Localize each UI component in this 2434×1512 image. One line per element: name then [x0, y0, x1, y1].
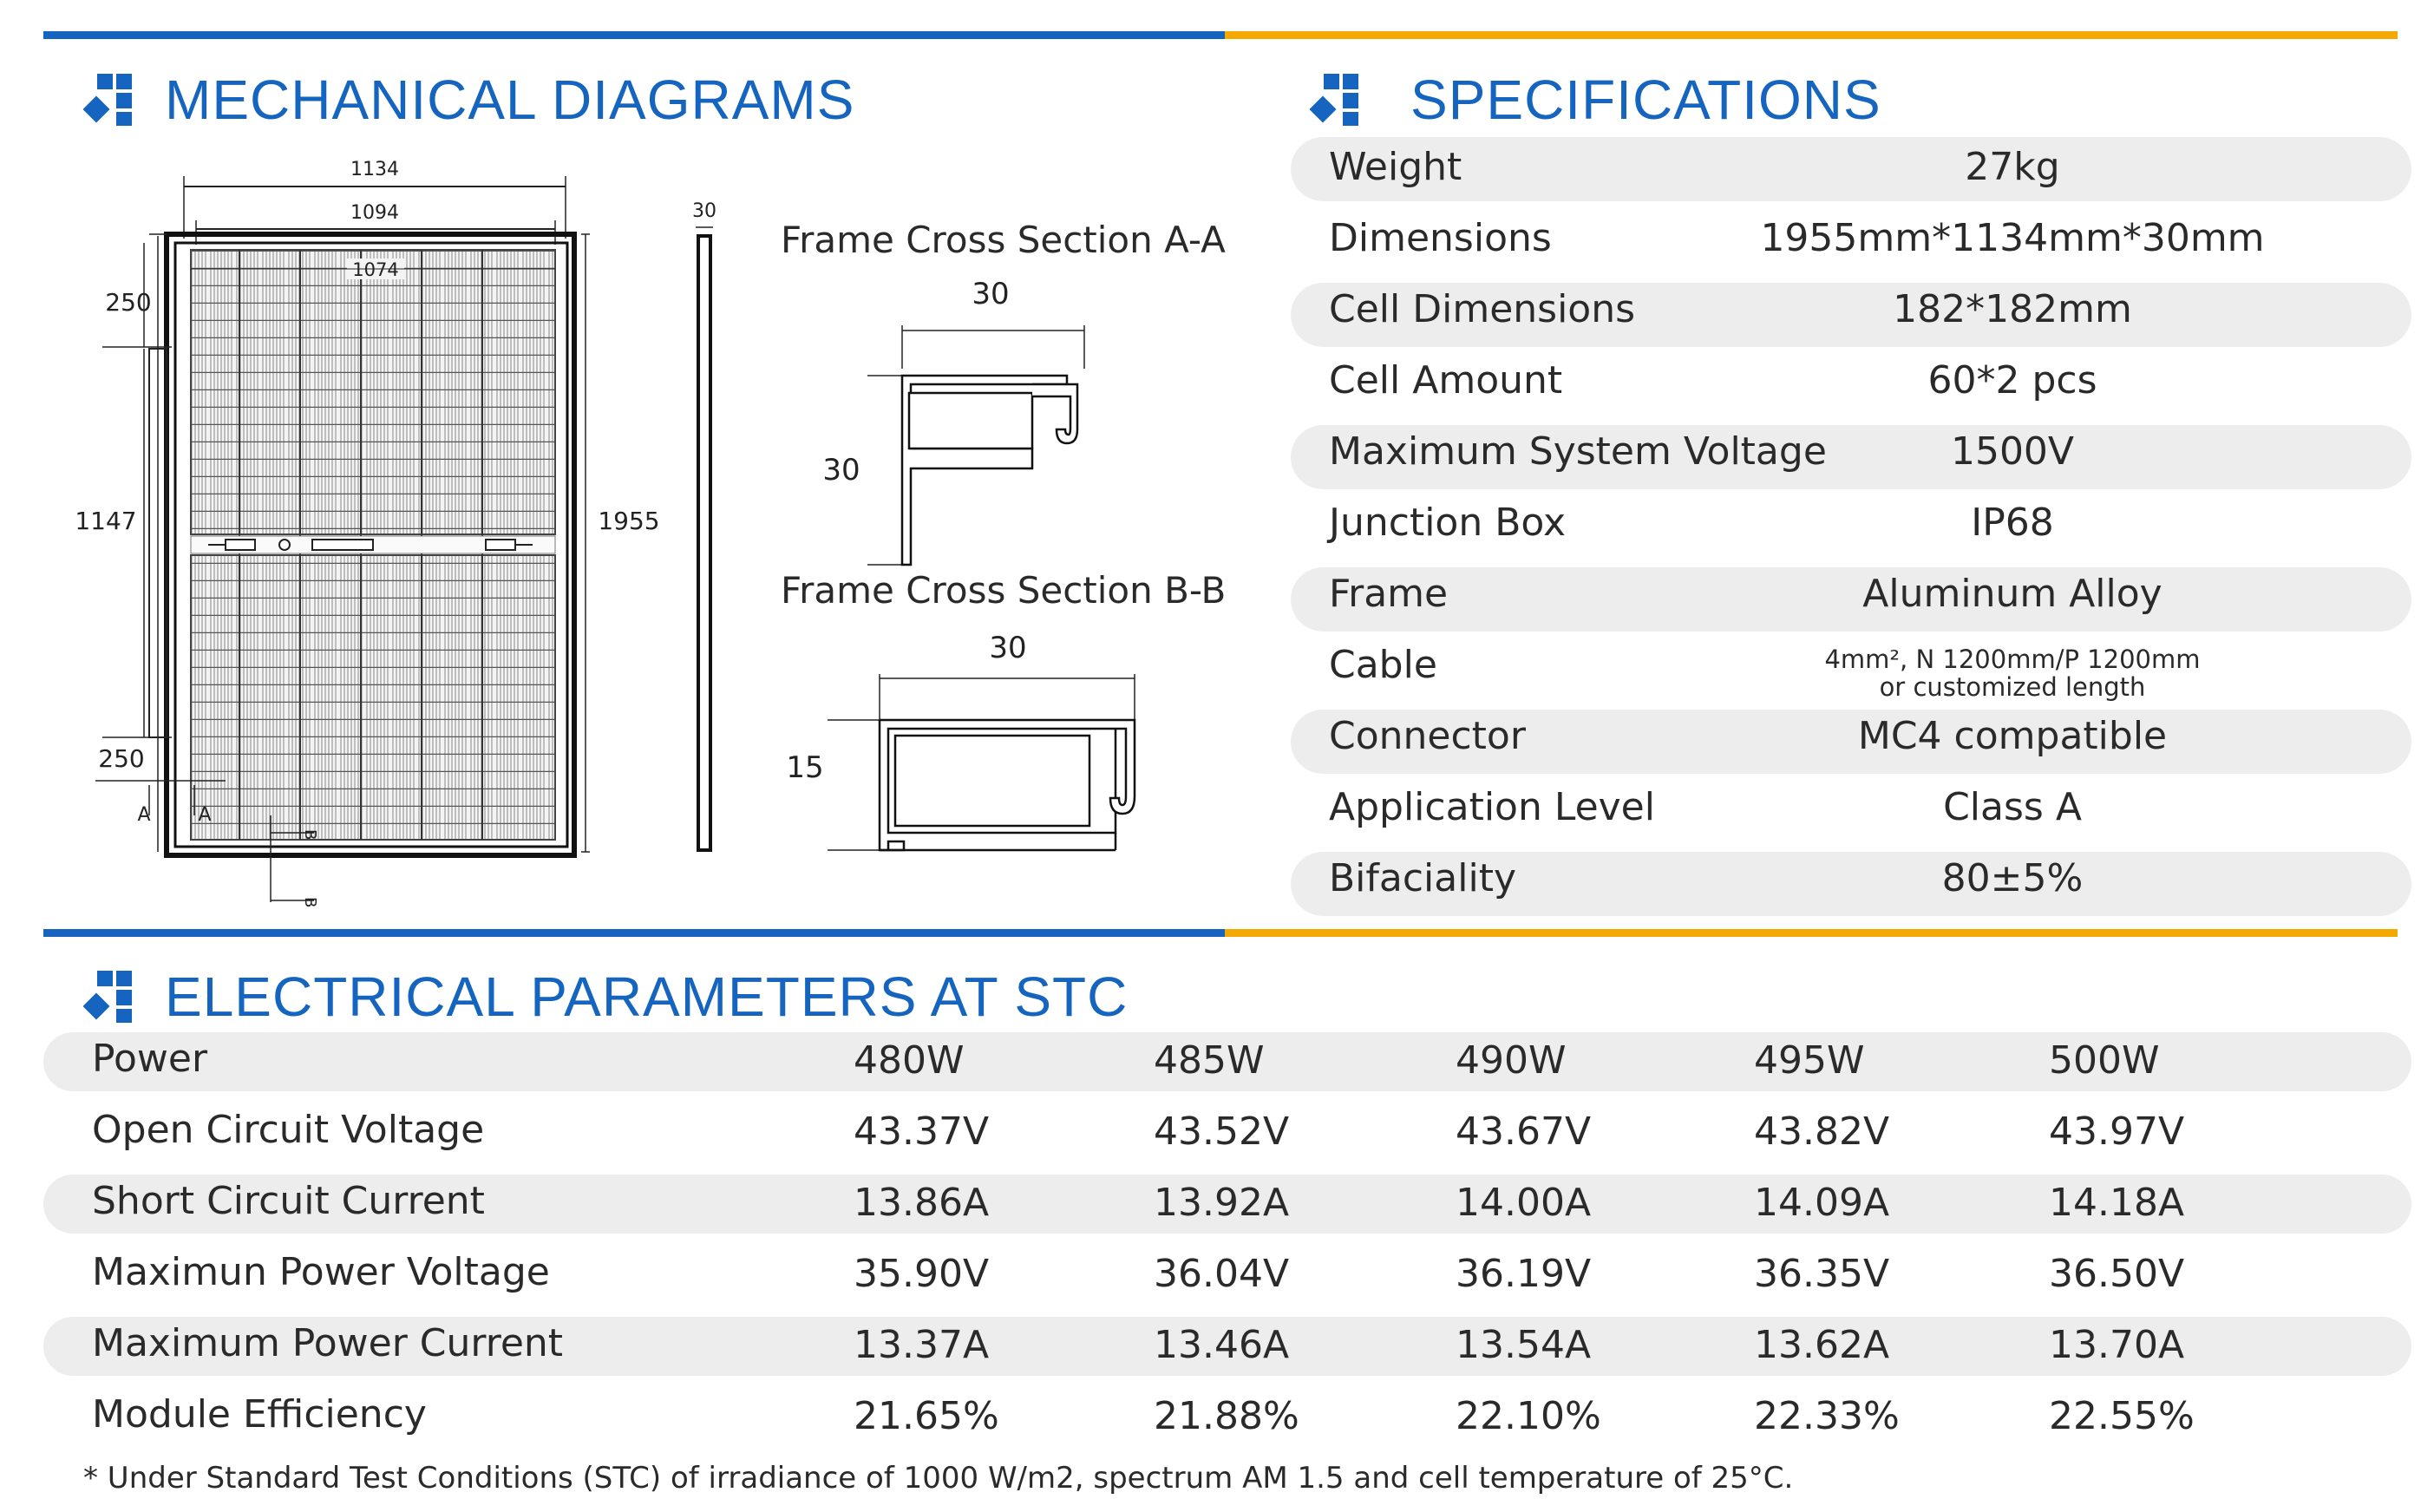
- spec-label: Maximum System Voltage: [1329, 429, 1827, 474]
- electrical-label: Power: [92, 1037, 208, 1081]
- dim-height: 1955: [598, 507, 660, 535]
- dim-thickness: 30: [692, 200, 716, 222]
- electrical-value: 36.04V: [1154, 1252, 1290, 1296]
- electrical-label: Open Circuit Voltage: [92, 1108, 485, 1152]
- electrical-value: 490W: [1456, 1038, 1567, 1083]
- spec-label: Frame: [1329, 572, 1449, 616]
- spec-label: Bifaciality: [1329, 856, 1516, 900]
- cross-a-height: 30: [822, 453, 860, 488]
- dim-width-mid: 1094: [350, 202, 399, 224]
- electrical-value: 14.18A: [2049, 1181, 2185, 1225]
- electrical-value: 36.19V: [1456, 1252, 1592, 1296]
- spec-label: Application Level: [1329, 785, 1655, 829]
- electrical-value: 13.86A: [854, 1181, 990, 1225]
- electrical-value: 35.90V: [854, 1252, 990, 1296]
- dim-mid-length: 1147: [75, 507, 137, 535]
- electrical-value: 43.82V: [1754, 1109, 1890, 1154]
- cross-section-a-drawing: [807, 273, 1119, 577]
- specifications-section-header: [1310, 68, 1881, 132]
- specifications-title: SPECIFICATIONS: [1410, 69, 1881, 131]
- cross-section-a-title: Frame Cross Section A-A: [781, 219, 1226, 261]
- dim-bottom-gap: 250: [98, 744, 145, 773]
- electrical-value: 13.46A: [1154, 1323, 1290, 1367]
- spec-value: 4mm², N 1200mm/P 1200mm: [1824, 645, 2201, 674]
- electrical-value: 36.50V: [2049, 1252, 2185, 1296]
- cross-section-b-drawing: [772, 626, 1136, 861]
- section-a-marker: A: [198, 804, 212, 826]
- spec-label: Junction Box: [1329, 501, 1567, 545]
- electrical-value: 13.70A: [2049, 1323, 2185, 1367]
- electrical-value: 14.09A: [1754, 1181, 1890, 1225]
- electrical-value: 21.88%: [1154, 1394, 1299, 1438]
- electrical-value: 13.92A: [1154, 1181, 1290, 1225]
- electrical-value: 22.33%: [1754, 1394, 1900, 1438]
- top-accent-bar: [43, 31, 2398, 39]
- electrical-value: 21.65%: [854, 1394, 999, 1438]
- dim-width-outer: 1134: [350, 159, 399, 180]
- electrical-label: Maximum Power Current: [92, 1321, 564, 1365]
- electrical-value: 500W: [2049, 1038, 2160, 1083]
- electrical-value: 43.67V: [1456, 1109, 1592, 1154]
- mechanical-section-header: [83, 68, 854, 132]
- spec-label: Dimensions: [1329, 216, 1552, 260]
- cross-section-b-title: Frame Cross Section B-B: [781, 569, 1227, 612]
- cross-a-width: 30: [972, 277, 1010, 311]
- spec-label: Cable: [1329, 643, 1437, 687]
- electrical-value: 485W: [1154, 1038, 1265, 1083]
- brand-logo-icon: [83, 74, 135, 126]
- spec-value: MC4 compatible: [1857, 714, 2168, 758]
- electrical-value: 495W: [1754, 1038, 1865, 1083]
- spec-label: Cell Dimensions: [1329, 287, 1636, 331]
- spec-value: 1955mm*1134mm*30mm: [1760, 216, 2265, 260]
- electrical-section-header: [83, 965, 1128, 1029]
- spec-label: Cell Amount: [1329, 358, 1563, 403]
- cross-b-width: 30: [989, 631, 1027, 665]
- electrical-value: 43.97V: [2049, 1109, 2185, 1154]
- cross-b-height: 15: [786, 750, 824, 785]
- electrical-value: 480W: [854, 1038, 965, 1083]
- spec-label: Weight: [1329, 145, 1462, 189]
- electrical-label: Module Efficiency: [92, 1392, 427, 1437]
- section-b-marker: B: [301, 897, 319, 908]
- electrical-value: 13.37A: [854, 1323, 990, 1367]
- footnote: * Under Standard Test Conditions (STC) of irradiance of 1000 W/m2, spectrum AM 1.5 and cell temperature of 25°C.: [83, 1461, 1794, 1496]
- spec-value-line2: or customized length: [1879, 672, 2146, 702]
- electrical-title: ELECTRICAL PARAMETERS AT STC: [165, 965, 1129, 1028]
- electrical-value: 22.55%: [2049, 1394, 2195, 1438]
- section-a-marker: A: [137, 804, 151, 826]
- spec-value: 1500V: [1950, 429, 2075, 474]
- electrical-value: 22.10%: [1456, 1394, 1601, 1438]
- electrical-value: 43.37V: [854, 1109, 990, 1154]
- brand-logo-icon: [1310, 74, 1362, 126]
- electrical-value: 36.35V: [1754, 1252, 1890, 1296]
- dim-top-gap: 250: [105, 288, 152, 317]
- spec-value: Aluminum Alloy: [1862, 572, 2162, 616]
- electrical-label: Maximun Power Voltage: [92, 1250, 550, 1294]
- spec-value: Class A: [1943, 785, 2082, 829]
- spec-value: 60*2 pcs: [1927, 358, 2097, 403]
- spec-value: 27kg: [1965, 145, 2060, 189]
- mechanical-title: MECHANICAL DIAGRAMS: [165, 69, 855, 131]
- dim-width-inner: 1074: [352, 259, 399, 280]
- brand-logo-icon: [83, 971, 135, 1023]
- section-b-marker: B: [301, 829, 319, 841]
- electrical-value: 14.00A: [1456, 1181, 1592, 1225]
- electrical-label: Short Circuit Current: [92, 1179, 485, 1223]
- spec-label: Connector: [1329, 714, 1526, 758]
- electrical-value: 13.54A: [1456, 1323, 1592, 1367]
- electrical-value: 43.52V: [1154, 1109, 1290, 1154]
- middle-accent-bar: [43, 929, 2398, 937]
- spec-value: 182*182mm: [1893, 287, 2132, 331]
- spec-value: 80±5%: [1941, 856, 2084, 900]
- electrical-value: 13.62A: [1754, 1323, 1890, 1367]
- spec-value: IP68: [1971, 501, 2054, 545]
